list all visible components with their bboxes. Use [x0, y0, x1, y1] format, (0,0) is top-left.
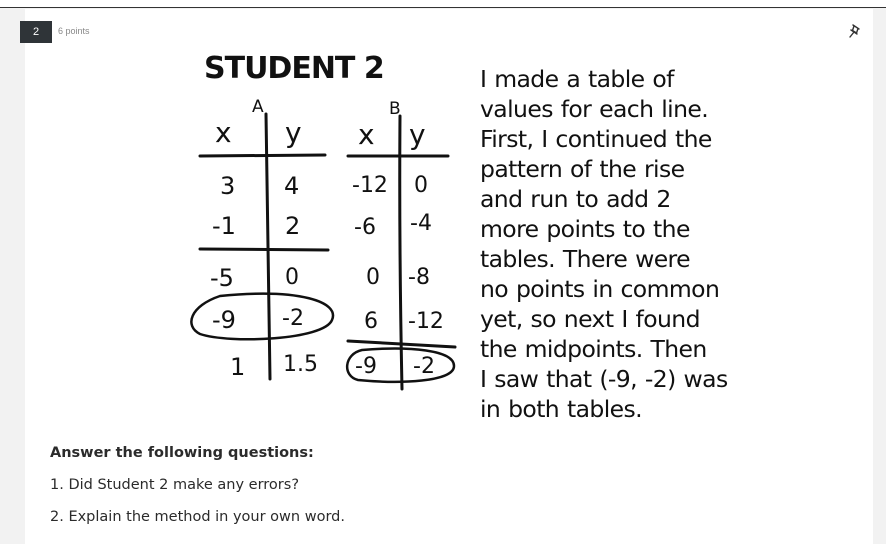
explanation-line: values for each line.	[480, 95, 709, 123]
table-a-row2-y: 2	[285, 212, 301, 240]
table-a-row5-x: 1	[230, 353, 246, 381]
explanation-line: I saw that (-9, -2) was	[480, 365, 728, 393]
table-a-row1-x: 3	[220, 172, 236, 200]
explanation-line: First, I continued the	[480, 125, 712, 153]
explanation-line: I made a table of	[480, 65, 674, 93]
table-b-row2-x: -6	[354, 215, 376, 240]
table-a-row4-x: -9	[212, 306, 236, 334]
explanation-line: yet, so next I found	[480, 305, 700, 333]
table-b-row3-x: 0	[366, 265, 380, 290]
question-number-badge: 2	[20, 21, 52, 43]
pin-icon[interactable]	[848, 23, 862, 39]
table-a-label: A	[252, 97, 264, 117]
table-a-row2-x: -1	[212, 212, 236, 240]
table-a-row5-y: 1.5	[283, 352, 318, 377]
question-item-2: 2. Explain the method in your own word.	[50, 509, 345, 525]
table-b-label: B	[389, 99, 401, 119]
table-b-header-x: x	[358, 118, 375, 151]
table-b-row5-x: -9	[355, 354, 377, 379]
explanation-line: and run to add 2	[480, 185, 671, 213]
table-a-row4-y: -2	[282, 306, 304, 331]
table-b-row4-x: 6	[364, 309, 378, 334]
top-bar	[0, 0, 886, 8]
explanation-line: no points in common	[480, 275, 720, 303]
table-a-row3-y: 0	[285, 265, 299, 290]
table-b-row3-y: -8	[408, 265, 430, 290]
table-b-row1-y: 0	[414, 173, 428, 198]
table-b-header-y: y	[409, 118, 426, 151]
points-label: 6 points	[58, 26, 90, 36]
table-b-row4-y: -12	[408, 309, 444, 334]
explanation-line: more points to the	[480, 215, 690, 243]
explanation-line: pattern of the rise	[480, 155, 685, 183]
question-item-1: 1. Did Student 2 make any errors?	[50, 477, 300, 493]
table-a-row3-x: -5	[210, 264, 234, 292]
table-b-row5-y: -2	[413, 354, 435, 379]
figure-title: STUDENT 2	[204, 51, 384, 86]
explanation-paragraph	[480, 64, 728, 424]
instructions-heading: Answer the following questions:	[50, 445, 314, 461]
table-a-header-x: x	[215, 116, 232, 149]
table-a-header-y: y	[285, 116, 302, 149]
explanation-line: the midpoints. Then	[480, 335, 707, 363]
table-b-row1-x: -12	[352, 173, 388, 198]
table-b-row2-y: -4	[410, 211, 432, 236]
table-a-row1-y: 4	[284, 172, 300, 200]
explanation-line: in both tables.	[480, 395, 642, 423]
explanation-line: tables. There were	[480, 245, 690, 273]
